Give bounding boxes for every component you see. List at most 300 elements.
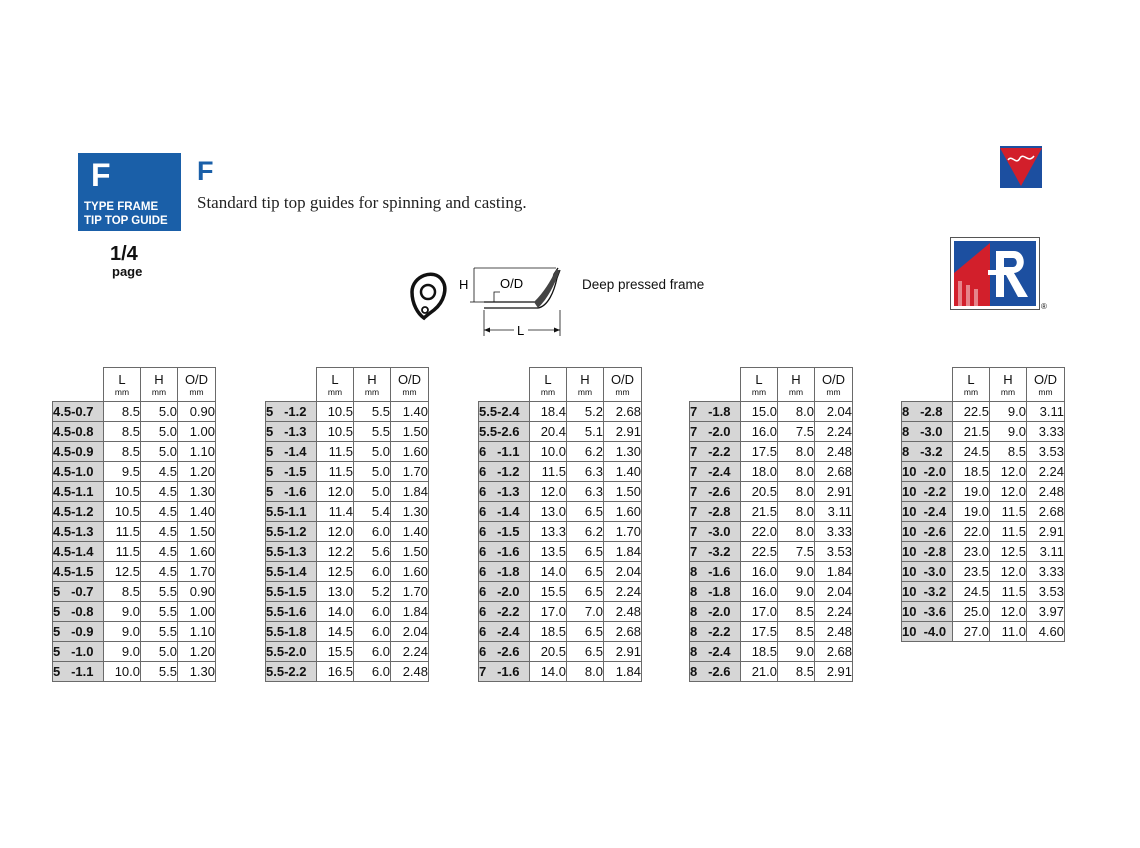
brand-v-logo-icon [1000,146,1042,188]
od-value: 1.40 [391,522,429,542]
header-l: L mm [317,368,354,402]
od-value: 2.24 [391,642,429,662]
table-row [479,462,642,482]
od-value: 0.90 [178,402,216,422]
badge-line-1: TYPE FRAME [84,201,159,213]
spec-table-5 [901,367,1065,642]
table-row [479,662,642,682]
model-code: 6 -1.3 [479,482,530,502]
od-value: 1.60 [178,542,216,562]
height-value: 11.0 [990,622,1027,642]
model-code: 10 -4.0 [902,622,953,642]
height-value: 5.6 [354,542,391,562]
length-value: 11.4 [317,502,354,522]
length-value: 21.5 [741,502,778,522]
table-row [479,542,642,562]
height-value: 4.5 [141,462,178,482]
height-value: 5.5 [141,622,178,642]
od-value: 1.50 [391,542,429,562]
spec-table-2 [265,367,429,682]
height-value: 8.0 [778,442,815,462]
table-row [690,622,853,642]
table-header-row [479,368,642,402]
model-code: 7 -2.4 [690,462,741,482]
length-value: 15.0 [741,402,778,422]
length-value: 18.0 [741,462,778,482]
od-value: 1.70 [391,462,429,482]
length-value: 10.5 [317,422,354,442]
od-value: 1.30 [178,662,216,682]
height-value: 5.2 [354,582,391,602]
length-value: 11.5 [530,462,567,482]
table-row [690,502,853,522]
model-code: 6 -1.1 [479,442,530,462]
model-code: 5.5-2.6 [479,422,530,442]
od-value: 3.53 [815,542,853,562]
length-value: 16.5 [317,662,354,682]
height-value: 5.0 [141,442,178,462]
table-row [690,602,853,622]
height-value: 8.0 [778,502,815,522]
height-value: 8.0 [778,402,815,422]
height-value: 9.0 [778,642,815,662]
length-value: 12.0 [317,482,354,502]
height-value: 12.5 [990,542,1027,562]
length-value: 12.5 [104,562,141,582]
od-value: 2.91 [604,642,642,662]
od-value: 2.24 [1027,462,1065,482]
header-h: H mm [778,368,815,402]
model-code: 10 -2.8 [902,542,953,562]
height-value: 12.0 [990,562,1027,582]
model-code: 6 -1.6 [479,542,530,562]
length-value: 23.0 [953,542,990,562]
header-l: L mm [104,368,141,402]
model-code: 8 -2.0 [690,602,741,622]
od-value: 2.48 [391,662,429,682]
table-row [266,402,429,422]
model-code: 5.5-1.4 [266,562,317,582]
type-frame-badge [78,153,181,231]
od-value: 1.00 [178,602,216,622]
od-value: 1.30 [604,442,642,462]
od-value: 2.91 [604,422,642,442]
od-value: 2.91 [815,482,853,502]
height-value: 6.0 [354,662,391,682]
length-value: 14.5 [317,622,354,642]
od-value: 1.84 [391,602,429,622]
od-value: 1.30 [391,502,429,522]
table-row [690,662,853,682]
length-value: 10.5 [317,402,354,422]
length-value: 18.5 [741,642,778,662]
length-value: 22.0 [953,522,990,542]
model-code: 4.5-1.2 [53,502,104,522]
table-row [902,562,1065,582]
height-value: 7.0 [567,602,604,622]
model-code: 8 -3.2 [902,442,953,462]
model-code: 10 -2.4 [902,502,953,522]
length-value: 19.0 [953,502,990,522]
model-code: 10 -3.0 [902,562,953,582]
spec-table-3 [478,367,642,682]
table-row [266,522,429,542]
height-value: 5.0 [354,442,391,462]
model-code: 8 -2.8 [902,402,953,422]
height-value: 5.5 [354,422,391,442]
table-row [266,562,429,582]
od-value: 1.84 [391,482,429,502]
height-value: 8.0 [778,482,815,502]
od-value: 1.10 [178,442,216,462]
table-row [690,642,853,662]
height-value: 5.4 [354,502,391,522]
length-value: 18.5 [953,462,990,482]
od-value: 4.60 [1027,622,1065,642]
table-row [479,622,642,642]
table-row [690,402,853,422]
height-value: 5.1 [567,422,604,442]
od-value: 1.10 [178,622,216,642]
height-value: 6.5 [567,622,604,642]
header-h: H mm [990,368,1027,402]
diagram-caption: Deep pressed frame [582,277,705,292]
height-value: 8.5 [778,602,815,622]
table-row [902,482,1065,502]
table-row [266,502,429,522]
height-value: 7.5 [778,542,815,562]
badge-line-2: TIP TOP GUIDE [84,215,168,227]
model-code: 4.5-1.1 [53,482,104,502]
table-row [53,642,216,662]
table-row [266,422,429,442]
table-header-row [902,368,1065,402]
model-code: 7 -3.0 [690,522,741,542]
model-code: 5.5-1.6 [266,602,317,622]
table-row [902,622,1065,642]
length-value: 20.5 [741,482,778,502]
height-value: 11.5 [990,582,1027,602]
length-value: 13.3 [530,522,567,542]
od-value: 3.33 [1027,422,1065,442]
length-value: 22.0 [741,522,778,542]
table-row [479,482,642,502]
table-header-row [53,368,216,402]
od-value: 1.30 [178,482,216,502]
length-value: 19.0 [953,482,990,502]
height-value: 6.5 [567,542,604,562]
od-value: 1.00 [178,422,216,442]
length-value: 21.0 [741,662,778,682]
length-value: 25.0 [953,602,990,622]
dim-l-label: L [517,323,525,338]
table-row [690,542,853,562]
table-row [266,582,429,602]
dim-od-label: O/D [500,276,524,291]
model-code: 4.5-0.9 [53,442,104,462]
table-row [479,422,642,442]
od-value: 2.48 [1027,482,1065,502]
od-value: 3.11 [1027,402,1065,422]
od-value: 2.04 [815,582,853,602]
length-value: 8.5 [104,442,141,462]
height-value: 8.0 [778,522,815,542]
od-value: 2.04 [391,622,429,642]
model-code: 5 -1.6 [266,482,317,502]
model-code: 5 -0.7 [53,582,104,602]
length-value: 16.0 [741,562,778,582]
table-row [266,482,429,502]
od-value: 1.50 [391,422,429,442]
length-value: 10.5 [104,482,141,502]
model-code: 4.5-1.4 [53,542,104,562]
od-value: 2.68 [815,462,853,482]
table-row [53,442,216,462]
page-label: page [112,264,143,279]
table-row [53,482,216,502]
od-value: 1.20 [178,642,216,662]
header-h: H mm [354,368,391,402]
header-h: H mm [567,368,604,402]
height-value: 5.5 [141,582,178,602]
od-value: 1.84 [604,542,642,562]
model-code: 5 -1.5 [266,462,317,482]
table-row [690,562,853,582]
model-code: 10 -3.6 [902,602,953,622]
model-code: 5.5-1.8 [266,622,317,642]
height-value: 9.0 [778,582,815,602]
height-value: 8.5 [778,662,815,682]
length-value: 10.5 [104,502,141,522]
height-value: 6.0 [354,522,391,542]
length-value: 22.5 [953,402,990,422]
table-row [53,402,216,422]
model-code: 8 -2.2 [690,622,741,642]
model-code: 5 -0.8 [53,602,104,622]
height-value: 12.0 [990,462,1027,482]
od-value: 1.40 [604,462,642,482]
height-value: 5.0 [141,422,178,442]
header-od: O/D mm [1027,368,1065,402]
od-value: 3.33 [815,522,853,542]
length-value: 12.0 [317,522,354,542]
table-header-row [266,368,429,402]
length-value: 17.5 [741,622,778,642]
table-row [902,522,1065,542]
length-value: 8.5 [104,402,141,422]
length-value: 9.0 [104,622,141,642]
header-corner [479,368,530,402]
table-row [266,662,429,682]
length-value: 13.0 [530,502,567,522]
model-code: 7 -2.0 [690,422,741,442]
table-row [479,402,642,422]
table-row [266,642,429,662]
header-l: L mm [953,368,990,402]
height-value: 6.5 [567,642,604,662]
length-value: 12.0 [530,482,567,502]
table-row [479,522,642,542]
height-value: 8.0 [567,662,604,682]
header-l: L mm [530,368,567,402]
badge-letter: F [91,157,111,193]
height-value: 6.3 [567,482,604,502]
height-value: 4.5 [141,542,178,562]
od-value: 1.60 [391,562,429,582]
model-code: 5 -1.3 [266,422,317,442]
registered-mark: ® [1041,302,1047,311]
table-row [690,482,853,502]
table-row [902,402,1065,422]
model-code: 6 -2.6 [479,642,530,662]
od-value: 0.90 [178,582,216,602]
header-l: L mm [741,368,778,402]
model-code: 7 -2.2 [690,442,741,462]
od-value: 2.48 [604,602,642,622]
od-value: 2.48 [815,622,853,642]
height-value: 6.2 [567,442,604,462]
height-value: 6.5 [567,582,604,602]
length-value: 11.5 [317,462,354,482]
height-value: 6.0 [354,622,391,642]
model-code: 6 -2.0 [479,582,530,602]
length-value: 17.5 [741,442,778,462]
height-value: 8.0 [778,462,815,482]
od-value: 3.53 [1027,582,1065,602]
table-row [53,582,216,602]
height-value: 6.5 [567,502,604,522]
length-value: 8.5 [104,422,141,442]
height-value: 4.5 [141,562,178,582]
model-code: 5.5-2.4 [479,402,530,422]
model-code: 10 -3.2 [902,582,953,602]
length-value: 27.0 [953,622,990,642]
table-row [53,622,216,642]
od-value: 2.68 [815,642,853,662]
height-value: 5.0 [354,482,391,502]
length-value: 15.5 [317,642,354,662]
length-value: 12.5 [317,562,354,582]
height-value: 5.5 [141,602,178,622]
od-value: 1.70 [178,562,216,582]
height-value: 6.2 [567,522,604,542]
height-value: 5.2 [567,402,604,422]
header-corner [902,368,953,402]
od-value: 1.84 [815,562,853,582]
od-value: 3.11 [815,502,853,522]
spec-table-1 [52,367,216,682]
length-value: 13.5 [530,542,567,562]
height-value: 6.5 [567,562,604,582]
od-value: 2.24 [604,582,642,602]
od-value: 1.60 [604,502,642,522]
length-value: 10.0 [104,662,141,682]
dim-h-label: H [459,277,469,292]
length-value: 8.5 [104,582,141,602]
model-code: 4.5-1.3 [53,522,104,542]
height-value: 6.0 [354,642,391,662]
length-value: 9.0 [104,642,141,662]
model-code: 4.5-0.7 [53,402,104,422]
od-value: 3.53 [1027,442,1065,462]
brand-r-logo-icon [950,237,1040,310]
od-value: 2.68 [604,402,642,422]
table-row [266,462,429,482]
length-value: 17.0 [530,602,567,622]
od-value: 2.24 [815,422,853,442]
length-value: 9.0 [104,602,141,622]
length-value: 24.5 [953,582,990,602]
model-code: 10 -2.0 [902,462,953,482]
height-value: 11.5 [990,522,1027,542]
model-code: 5.5-1.2 [266,522,317,542]
table-header-row [690,368,853,402]
length-value: 11.5 [317,442,354,462]
length-value: 14.0 [530,662,567,682]
table-row [690,442,853,462]
table-row [690,582,853,602]
length-value: 18.4 [530,402,567,422]
table-row [266,602,429,622]
height-value: 5.0 [354,462,391,482]
od-value: 3.97 [1027,602,1065,622]
od-value: 1.70 [391,582,429,602]
length-value: 18.5 [530,622,567,642]
table-row [53,662,216,682]
header-corner [53,368,104,402]
header-h: H mm [141,368,178,402]
table-row [479,562,642,582]
height-value: 5.0 [141,642,178,662]
height-value: 5.5 [141,662,178,682]
page-fraction: 1/4 [110,243,138,265]
od-value: 2.24 [815,602,853,622]
height-value: 9.0 [990,422,1027,442]
od-value: 2.48 [815,442,853,462]
height-value: 4.5 [141,502,178,522]
length-value: 20.4 [530,422,567,442]
od-value: 2.91 [815,662,853,682]
table-row [690,462,853,482]
model-code: 6 -1.2 [479,462,530,482]
model-code: 5.5-1.1 [266,502,317,522]
model-code: 6 -2.2 [479,602,530,622]
table-row [266,622,429,642]
model-code: 6 -1.4 [479,502,530,522]
height-value: 11.5 [990,502,1027,522]
table-row [479,582,642,602]
model-code: 7 -2.8 [690,502,741,522]
length-value: 11.5 [104,522,141,542]
height-value: 5.5 [354,402,391,422]
model-code: 5.5-2.0 [266,642,317,662]
table-row [53,462,216,482]
model-code: 7 -2.6 [690,482,741,502]
table-row [690,422,853,442]
length-value: 10.0 [530,442,567,462]
table-row [479,642,642,662]
table-row [266,542,429,562]
model-code: 8 -1.8 [690,582,741,602]
od-value: 2.04 [815,402,853,422]
table-row [53,602,216,622]
header-corner [690,368,741,402]
height-value: 12.0 [990,482,1027,502]
od-value: 2.68 [604,622,642,642]
length-value: 17.0 [741,602,778,622]
length-value: 12.2 [317,542,354,562]
od-value: 1.20 [178,462,216,482]
